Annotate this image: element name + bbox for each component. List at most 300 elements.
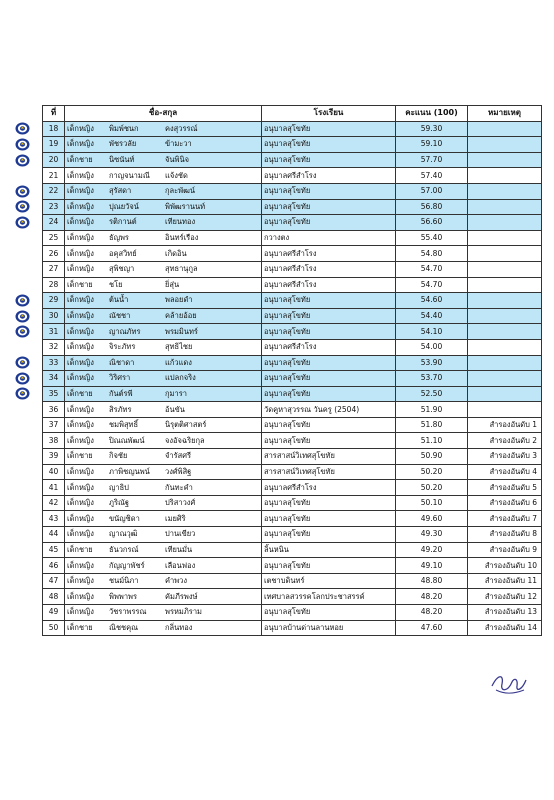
remark-cell: สำรองอันดับ 9: [468, 542, 542, 558]
student-name-cell: [65, 464, 262, 480]
student-name-cell: [65, 589, 262, 605]
row-number: 40: [43, 464, 65, 480]
first-name: อคุสวิทย์: [109, 248, 137, 258]
row-number: 31: [43, 324, 65, 340]
student-name-cell: [65, 386, 262, 402]
first-name: สุพิชญา: [109, 264, 135, 274]
score-cell: 54.60: [396, 293, 468, 309]
first-name: พิพพาพร: [109, 591, 138, 601]
score-cell: 54.40: [396, 308, 468, 324]
remark-cell: [468, 152, 542, 168]
table-row: [43, 339, 542, 355]
student-name-cell: [65, 246, 262, 262]
school-cell: วัดคูหาสุวรรณ วันครู (2504): [262, 402, 396, 418]
name-prefix: เด็กชาย: [67, 155, 93, 165]
score-cell: 59.10: [396, 137, 468, 153]
row-number: 49: [43, 605, 65, 621]
student-name-cell: [65, 495, 262, 511]
table-row: [43, 449, 542, 465]
first-name: รติกานต์: [109, 217, 137, 227]
signature-icon: [488, 668, 530, 698]
row-number: 30: [43, 308, 65, 324]
name-prefix: เด็กหญิง: [67, 295, 94, 305]
score-cell: 55.40: [396, 230, 468, 246]
header-score: คะแนน (100): [396, 106, 468, 122]
row-number: 43: [43, 511, 65, 527]
school-cell: อนุบาลสุโขทัย: [262, 558, 396, 574]
last-name: เทียนมั่น: [165, 544, 193, 554]
student-name-cell: [65, 417, 262, 433]
student-name-cell: [65, 230, 262, 246]
score-cell: 50.20: [396, 480, 468, 496]
first-name: สิรภัทร: [109, 404, 132, 414]
school-cell: อนุบาลสุโขทัย: [262, 308, 396, 324]
score-cell: 53.70: [396, 371, 468, 387]
remark-cell: สำรองอันดับ 2: [468, 433, 542, 449]
row-number: 23: [43, 199, 65, 215]
school-cell: อนุบาลสุโขทัย: [262, 386, 396, 402]
student-name-cell: [65, 183, 262, 199]
table-row: [43, 558, 542, 574]
first-name: ณิชชคุณ: [109, 622, 139, 632]
first-name: วัชราพรรณ: [109, 607, 147, 617]
remark-cell: สำรองอันดับ 10: [468, 558, 542, 574]
last-name: คงสุวรรณ์: [165, 123, 198, 133]
remark-cell: สำรองอันดับ 8: [468, 527, 542, 543]
row-number: 34: [43, 371, 65, 387]
remark-cell: สำรองอันดับ 5: [468, 480, 542, 496]
school-cell: อนุบาลสุโขทัย: [262, 293, 396, 309]
remark-cell: [468, 277, 542, 293]
first-name: ชโย: [109, 279, 123, 289]
name-prefix: เด็กชาย: [67, 279, 93, 289]
table-row: [43, 402, 542, 418]
school-cell: เทศบาลสวรรคโลกประชาสรรค์: [262, 589, 396, 605]
last-name: ปริสาวงศ์: [165, 498, 196, 508]
table-row: [43, 511, 542, 527]
name-prefix: เด็กหญิง: [67, 264, 94, 274]
school-cell: อนุบาลสุโขทัย: [262, 199, 396, 215]
last-name: ปานเขียว: [165, 529, 196, 539]
name-prefix: เด็กหญิง: [67, 498, 94, 508]
student-name-cell: [65, 293, 262, 309]
first-name: ชมพิสุทธิ์: [109, 420, 139, 430]
last-name: อินทร์เรือง: [165, 233, 199, 243]
name-prefix: เด็กหญิง: [67, 373, 94, 383]
student-name-cell: [65, 199, 262, 215]
row-number: 46: [43, 558, 65, 574]
student-name-cell: [65, 620, 262, 636]
score-cell: 59.30: [396, 121, 468, 137]
last-name: แปลกจริง: [165, 373, 196, 383]
remark-cell: [468, 339, 542, 355]
name-prefix: เด็กหญิง: [67, 529, 94, 539]
last-name: คล้ายอ้อย: [165, 311, 197, 321]
first-name: วิริศรา: [109, 373, 131, 383]
last-name: นิรุตติศาสตร์: [165, 420, 207, 430]
table-row: [43, 589, 542, 605]
first-name: พัชรวลัย: [109, 139, 137, 149]
remark-cell: [468, 324, 542, 340]
name-prefix: เด็กหญิง: [67, 591, 94, 601]
last-name: เกิดอิน: [165, 248, 187, 258]
first-name: ภาพิชญนพน์: [109, 466, 150, 476]
school-cell: อนุบาลสุโขทัย: [262, 495, 396, 511]
last-name: พิพัฒรานนท์: [165, 201, 206, 211]
remark-cell: [468, 402, 542, 418]
first-name: ญาธิป: [109, 482, 129, 492]
school-cell: อนุบาลสุโขทัย: [262, 215, 396, 231]
table-row: [43, 371, 542, 387]
row-number: 44: [43, 527, 65, 543]
remark-cell: สำรองอันดับ 11: [468, 573, 542, 589]
score-cell: 49.60: [396, 511, 468, 527]
last-name: กุละพัฒน์: [165, 186, 196, 196]
first-name: กิจชัย: [109, 451, 128, 461]
row-number: 26: [43, 246, 65, 262]
score-cell: 48.80: [396, 573, 468, 589]
score-cell: 54.00: [396, 339, 468, 355]
first-name: ธันวกรณ์: [109, 544, 139, 554]
student-name-cell: [65, 449, 262, 465]
school-emblem-icon: [15, 294, 30, 307]
last-name: จงอัจฉริยกุล: [165, 435, 205, 445]
remark-cell: [468, 386, 542, 402]
name-prefix: เด็กหญิง: [67, 357, 94, 367]
header-school: โรงเรียน: [262, 106, 396, 122]
student-name-cell: [65, 121, 262, 137]
score-cell: 54.70: [396, 261, 468, 277]
score-cell: 51.80: [396, 417, 468, 433]
name-prefix: เด็กหญิง: [67, 123, 94, 133]
first-name: กัญญาพัชร์: [109, 560, 145, 570]
school-cell: เตชาบดินทร์: [262, 573, 396, 589]
school-emblem-icon: [15, 325, 30, 338]
header-name: ชื่อ-สกุล: [65, 106, 262, 122]
header-no: ที่: [43, 106, 65, 122]
row-number: 29: [43, 293, 65, 309]
score-cell: 54.10: [396, 324, 468, 340]
school-cell: อนุบาลสุโขทัย: [262, 433, 396, 449]
last-name: แก้วแดง: [165, 357, 192, 367]
last-name: กันทะคำ: [165, 482, 193, 492]
first-name: ญาณวุฒิ: [109, 529, 138, 539]
first-name: ขนัญชิดา: [109, 513, 140, 523]
table-header-row: [43, 106, 542, 122]
remark-cell: [468, 121, 542, 137]
student-name-cell: [65, 511, 262, 527]
name-prefix: เด็กหญิง: [67, 560, 94, 570]
name-prefix: เด็กหญิง: [67, 576, 94, 586]
row-number: 42: [43, 495, 65, 511]
remark-cell: [468, 137, 542, 153]
row-number: 32: [43, 339, 65, 355]
student-name-cell: [65, 152, 262, 168]
school-cell: อนุบาลศรีสำโรง: [262, 277, 396, 293]
remark-cell: [468, 371, 542, 387]
school-cell: อนุบาลสุโขทัย: [262, 417, 396, 433]
remark-cell: [468, 293, 542, 309]
score-cell: 57.70: [396, 152, 468, 168]
row-number: 22: [43, 183, 65, 199]
table-row: [43, 573, 542, 589]
score-cell: 56.60: [396, 215, 468, 231]
student-name-cell: [65, 542, 262, 558]
student-name-cell: [65, 527, 262, 543]
school-cell: อนุบาลสุโขทัย: [262, 605, 396, 621]
table-row: [43, 464, 542, 480]
table-row: [43, 417, 542, 433]
name-prefix: เด็กหญิง: [67, 326, 94, 336]
last-name: พลอยดำ: [165, 295, 193, 305]
name-prefix: เด็กหญิง: [67, 404, 94, 414]
remark-cell: [468, 199, 542, 215]
table-row: [43, 121, 542, 137]
name-prefix: เด็กหญิง: [67, 170, 94, 180]
school-emblem-icon: [15, 372, 30, 385]
score-cell: 47.60: [396, 620, 468, 636]
school-cell: อนุบาลสุโขทัย: [262, 371, 396, 387]
last-name: วงศ์พิสิฐ: [165, 466, 192, 476]
school-cell: อนุบาลสุโขทัย: [262, 137, 396, 153]
table-row: [43, 355, 542, 371]
remark-cell: สำรองอันดับ 14: [468, 620, 542, 636]
school-cell: ลิ้นหนิน: [262, 542, 396, 558]
remark-cell: [468, 230, 542, 246]
row-number: 48: [43, 589, 65, 605]
score-cell: 49.20: [396, 542, 468, 558]
first-name: จิระภัทร: [109, 342, 136, 352]
school-emblem-icon: [15, 216, 30, 229]
last-name: คัมภีรพงษ์: [165, 591, 198, 601]
school-cell: สารสาสน์วิเทศสุโขทัย: [262, 464, 396, 480]
student-name-cell: [65, 324, 262, 340]
table-row: [43, 230, 542, 246]
row-number: 24: [43, 215, 65, 231]
row-number: 38: [43, 433, 65, 449]
table-row: [43, 433, 542, 449]
table-row: [43, 137, 542, 153]
remark-cell: สำรองอันดับ 7: [468, 511, 542, 527]
school-cell: อนุบาลบ้านด่านลานหอย: [262, 620, 396, 636]
first-name: พิมพ์ชนก: [109, 123, 139, 133]
student-name-cell: [65, 215, 262, 231]
last-name: เมยศิริ: [165, 513, 186, 523]
school-cell: อนุบาลสุโขทัย: [262, 527, 396, 543]
remark-cell: [468, 246, 542, 262]
first-name: ญาณภัทร: [109, 326, 141, 336]
last-name: จำรัสศรี: [165, 451, 192, 461]
remark-cell: สำรองอันดับ 6: [468, 495, 542, 511]
student-name-cell: [65, 371, 262, 387]
name-prefix: เด็กหญิง: [67, 217, 94, 227]
name-prefix: เด็กชาย: [67, 451, 93, 461]
row-number: 39: [43, 449, 65, 465]
student-name-cell: [65, 261, 262, 277]
score-cell: 48.20: [396, 589, 468, 605]
table-row: [43, 386, 542, 402]
row-number: 18: [43, 121, 65, 137]
student-name-cell: [65, 308, 262, 324]
score-cell: 56.80: [396, 199, 468, 215]
last-name: เทียนทอง: [165, 217, 196, 227]
table-row: [43, 199, 542, 215]
score-cell: 49.10: [396, 558, 468, 574]
table-row: [43, 183, 542, 199]
score-cell: 51.90: [396, 402, 468, 418]
name-prefix: เด็กหญิง: [67, 466, 94, 476]
last-name: ข้ามะวา: [165, 139, 192, 149]
name-prefix: เด็กหญิง: [67, 513, 94, 523]
last-name: กุมารา: [165, 388, 187, 398]
row-number: 19: [43, 137, 65, 153]
last-name: อ้นขัน: [165, 404, 185, 414]
row-number: 20: [43, 152, 65, 168]
school-cell: อนุบาลสุโขทัย: [262, 355, 396, 371]
school-cell: อนุบาลศรีสำโรง: [262, 261, 396, 277]
row-number: 45: [43, 542, 65, 558]
remark-cell: [468, 308, 542, 324]
last-name: ยิ่สุ่น: [165, 279, 180, 289]
name-prefix: เด็กหญิง: [67, 139, 94, 149]
name-prefix: เด็กหญิง: [67, 435, 94, 445]
table-row: [43, 277, 542, 293]
student-name-cell: [65, 402, 262, 418]
score-cell: 50.20: [396, 464, 468, 480]
row-number: 47: [43, 573, 65, 589]
school-emblem-icon: [15, 185, 30, 198]
name-prefix: เด็กหญิง: [67, 482, 94, 492]
first-name: ณัชชา: [109, 311, 131, 321]
row-number: 50: [43, 620, 65, 636]
student-name-cell: [65, 137, 262, 153]
remark-cell: [468, 215, 542, 231]
last-name: สุทธิไชย: [165, 342, 193, 352]
name-prefix: เด็กชาย: [67, 544, 93, 554]
table-row: [43, 620, 542, 636]
first-name: สุรัสดา: [109, 186, 132, 196]
name-prefix: เด็กหญิง: [67, 420, 94, 430]
first-name: ปิณณพัฒน์: [109, 435, 145, 445]
score-cell: 54.80: [396, 246, 468, 262]
last-name: สุทธานุกูล: [165, 264, 198, 274]
row-number: 25: [43, 230, 65, 246]
school-emblem-icon: [15, 310, 30, 323]
first-name: กันต์รพี: [109, 388, 133, 398]
remark-cell: [468, 168, 542, 184]
row-number: 35: [43, 386, 65, 402]
name-prefix: เด็กชาย: [67, 388, 93, 398]
score-cell: 52.50: [396, 386, 468, 402]
name-prefix: เด็กหญิง: [67, 233, 94, 243]
table-row: [43, 542, 542, 558]
table-row: [43, 605, 542, 621]
score-cell: 50.90: [396, 449, 468, 465]
name-prefix: เด็กหญิง: [67, 248, 94, 258]
first-name: ชนม์นิภา: [109, 576, 139, 586]
student-name-cell: [65, 480, 262, 496]
school-cell: อนุบาลสุโขทัย: [262, 183, 396, 199]
table-row: [43, 308, 542, 324]
table-row: [43, 152, 542, 168]
table-row: [43, 261, 542, 277]
table-row: [43, 246, 542, 262]
row-number: 27: [43, 261, 65, 277]
table-row: [43, 495, 542, 511]
name-prefix: เด็กหญิง: [67, 311, 94, 321]
name-prefix: เด็กหญิง: [67, 342, 94, 352]
table-row: [43, 527, 542, 543]
results-table: [42, 105, 542, 636]
school-emblem-icon: [15, 154, 30, 167]
first-name: นิซนันท์: [109, 155, 135, 165]
remark-cell: สำรองอันดับ 1: [468, 417, 542, 433]
table-row: [43, 215, 542, 231]
school-cell: อนุบาลศรีสำโรง: [262, 246, 396, 262]
table-row: [43, 480, 542, 496]
school-emblem-icon: [15, 387, 30, 400]
school-emblem-icon: [15, 122, 30, 135]
first-name: ธัญพร: [109, 233, 129, 243]
school-cell: อนุบาลสุโขทัย: [262, 121, 396, 137]
student-name-cell: [65, 339, 262, 355]
score-cell: 49.30: [396, 527, 468, 543]
student-name-cell: [65, 168, 262, 184]
row-number: 33: [43, 355, 65, 371]
school-cell: อนุบาลศรีสำโรง: [262, 339, 396, 355]
first-name: ภูริณัฐ: [109, 498, 130, 508]
row-number: 28: [43, 277, 65, 293]
score-cell: 57.40: [396, 168, 468, 184]
score-cell: 50.10: [396, 495, 468, 511]
school-cell: อนุบาลสุโขทัย: [262, 511, 396, 527]
school-cell: อนุบาลศรีสำโรง: [262, 480, 396, 496]
remark-cell: [468, 261, 542, 277]
student-name-cell: [65, 573, 262, 589]
score-cell: 48.20: [396, 605, 468, 621]
row-number: 36: [43, 402, 65, 418]
name-prefix: เด็กหญิง: [67, 201, 94, 211]
student-name-cell: [65, 558, 262, 574]
header-remark: หมายเหตุ: [468, 106, 542, 122]
school-emblem-icon: [15, 138, 30, 151]
name-prefix: เด็กหญิง: [67, 607, 94, 617]
remark-cell: สำรองอันดับ 12: [468, 589, 542, 605]
name-prefix: เด็กชาย: [67, 622, 93, 632]
score-cell: 54.70: [396, 277, 468, 293]
school-cell: อนุบาลสุโขทัย: [262, 152, 396, 168]
last-name: กลิ่นทอง: [165, 622, 193, 632]
school-cell: สารสาสน์วิเทศสุโขทัย: [262, 449, 396, 465]
table-row: [43, 324, 542, 340]
score-cell: 51.10: [396, 433, 468, 449]
remark-cell: สำรองอันดับ 4: [468, 464, 542, 480]
last-name: พรมมินทร์: [165, 326, 198, 336]
last-name: จันพินิจ: [165, 155, 189, 165]
row-number: 21: [43, 168, 65, 184]
table-row: [43, 168, 542, 184]
first-name: ปุณยวัจน์: [109, 201, 139, 211]
last-name: เลือนฟอง: [165, 560, 196, 570]
student-name-cell: [65, 277, 262, 293]
score-cell: 53.90: [396, 355, 468, 371]
school-cell: อนุบาลศรีสำโรง: [262, 168, 396, 184]
row-number: 37: [43, 417, 65, 433]
last-name: แจ้งชัด: [165, 170, 188, 180]
student-name-cell: [65, 433, 262, 449]
school-cell: อนุบาลสุโขทัย: [262, 324, 396, 340]
score-cell: 57.00: [396, 183, 468, 199]
